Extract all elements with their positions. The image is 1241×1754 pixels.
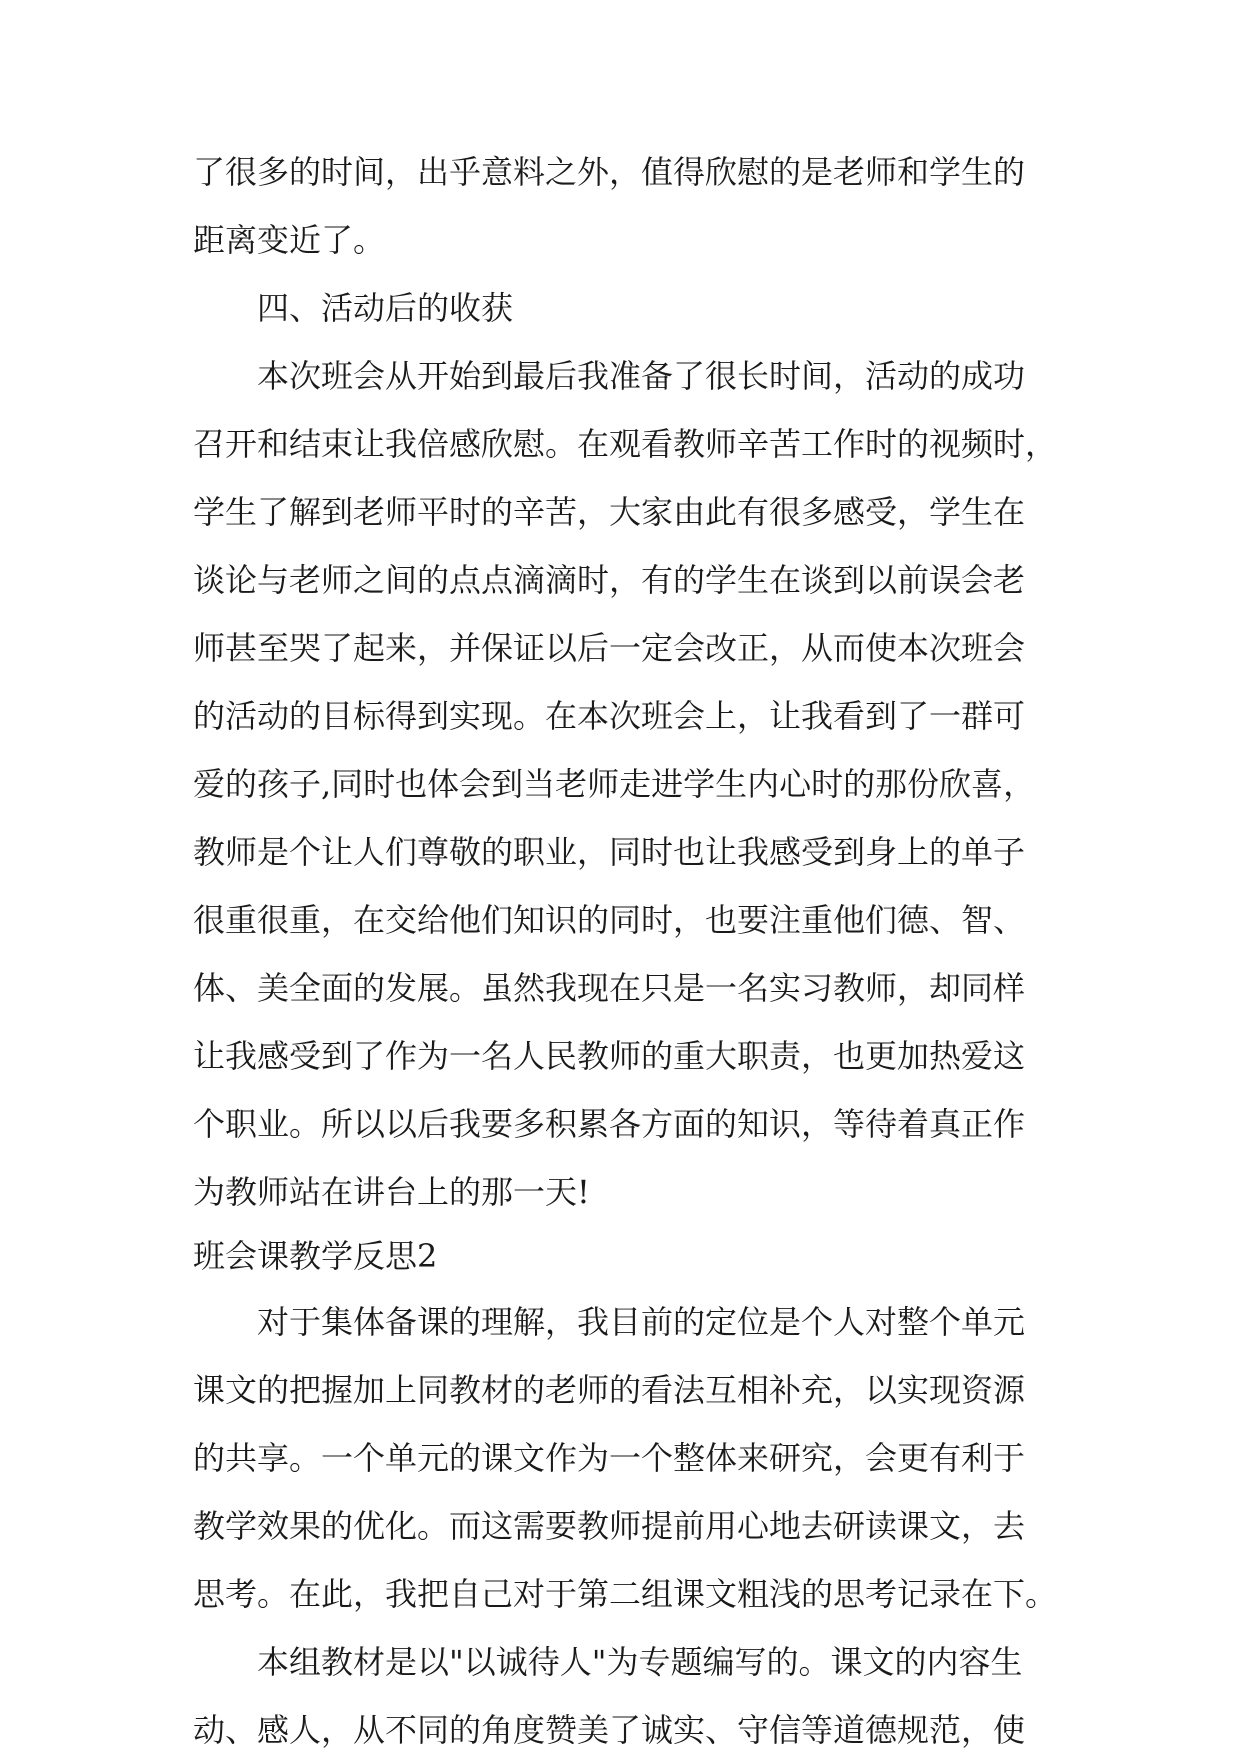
paragraph-line: 学生了解到老师平时的辛苦，大家由此有很多感受，学生在: [193, 493, 1026, 531]
paragraph-line: 的共享。一个单元的课文作为一个整体来研究，会更有利于: [193, 1439, 1026, 1477]
paragraph-line: 体、美全面的发展。虽然我现在只是一名实习教师，却同样: [193, 969, 1026, 1007]
section-heading: 四、活动后的收获: [257, 289, 514, 327]
paragraph-line: 动、感人，从不同的角度赞美了诚实、守信等道德规范，使: [193, 1711, 1026, 1749]
paragraph-line: 对于集体备课的理解，我目前的定位是个人对整个单元: [257, 1303, 1026, 1341]
paragraph-line: 教学效果的优化。而这需要教师提前用心地去研读课文，去: [193, 1507, 1026, 1545]
paragraph-line: 谈论与老师之间的点点滴滴时，有的学生在谈到以前误会老: [193, 561, 1026, 599]
paragraph-line: 本组教材是以"以诚待人"为专题编写的。课文的内容生: [257, 1643, 1023, 1681]
paragraph-line: 了很多的时间，出乎意料之外，值得欣慰的是老师和学生的: [193, 153, 1026, 191]
paragraph-line: 的活动的目标得到实现。在本次班会上，让我看到了一群可: [193, 697, 1026, 735]
paragraph-line: 师甚至哭了起来，并保证以后一定会改正，从而使本次班会: [193, 629, 1026, 667]
paragraph-line: 教师是个让人们尊敬的职业，同时也让我感受到身上的单子: [193, 833, 1026, 871]
paragraph-line: 本次班会从开始到最后我准备了很长时间，活动的成功: [257, 357, 1026, 395]
article-title: 班会课教学反思2: [193, 1237, 438, 1275]
paragraph-line: 距离变近了。: [193, 221, 386, 259]
paragraph-line: 思考。在此，我把自己对于第二组课文粗浅的思考记录在下。: [193, 1575, 1058, 1613]
paragraph-line: 很重很重，在交给他们知识的同时，也要注重他们德、智、: [193, 901, 1026, 939]
paragraph-line: 召开和结束让我倍感欣慰。在观看教师辛苦工作时的视频时，: [193, 425, 1058, 463]
paragraph-line: 爱的孩子,同时也体会到当老师走进学生内心时的那份欣喜，: [193, 765, 1036, 803]
paragraph-line: 个职业。所以以后我要多积累各方面的知识，等待着真正作: [193, 1105, 1026, 1143]
paragraph-line: 为教师站在讲台上的那一天!: [193, 1173, 590, 1211]
paragraph-line: 让我感受到了作为一名人民教师的重大职责，也更加热爱这: [193, 1037, 1026, 1075]
paragraph-line: 课文的把握加上同教材的老师的看法互相补充，以实现资源: [193, 1371, 1026, 1409]
